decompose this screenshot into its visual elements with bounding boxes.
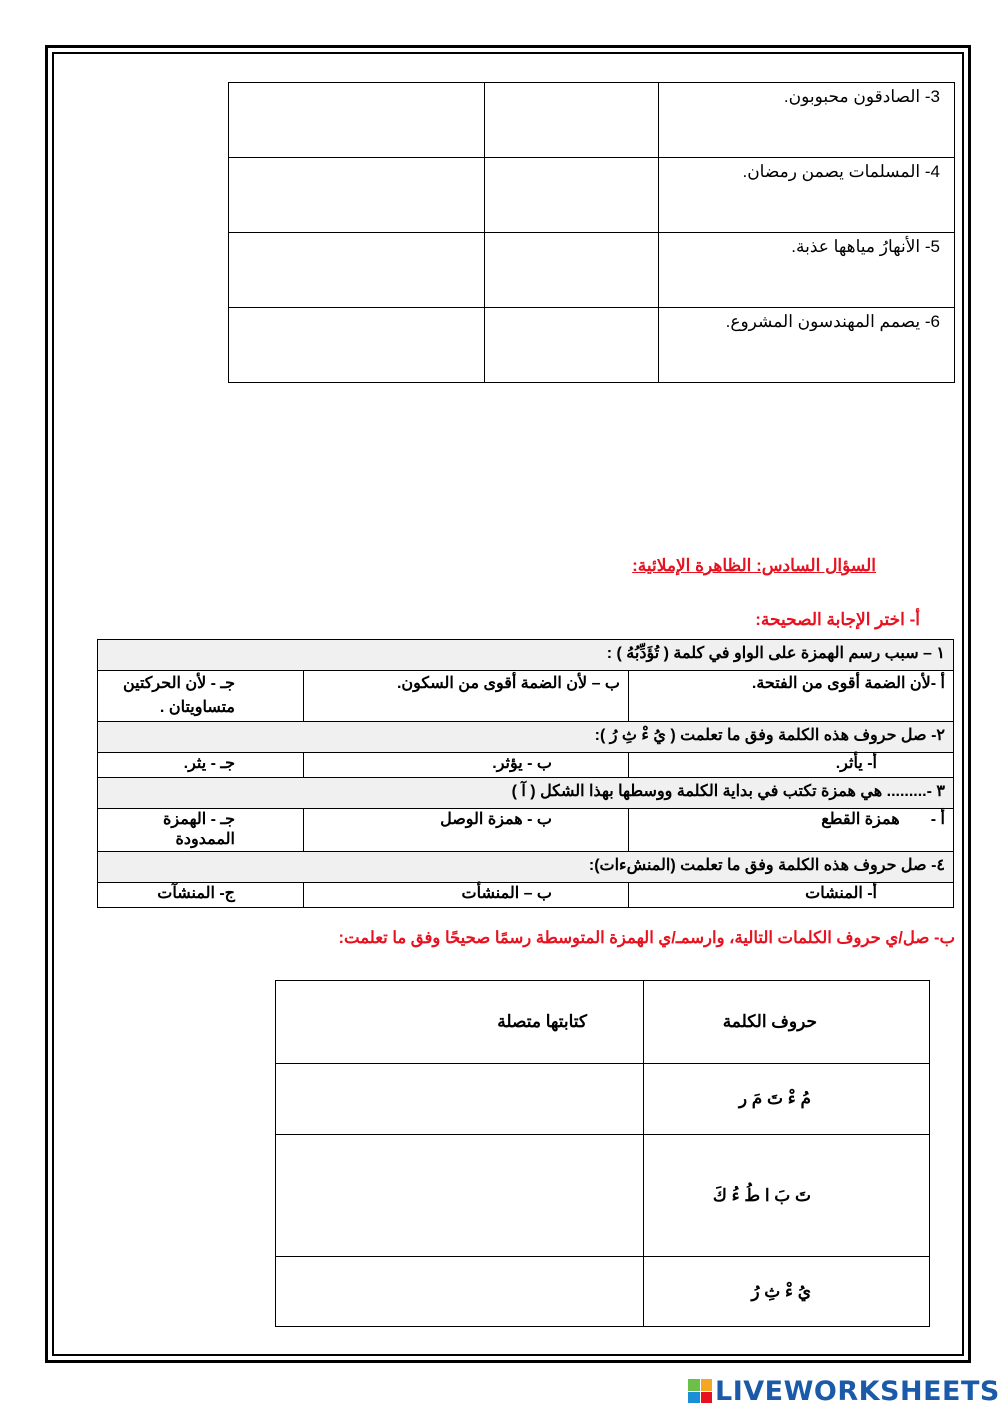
answer-cell[interactable] <box>276 1257 644 1327</box>
word-letters: تَ بَ ا طُ ءُ كَ <box>644 1135 930 1257</box>
answer-cell[interactable] <box>229 308 485 383</box>
sentence-cell: 3- الصادقون محبوبون. <box>659 83 955 158</box>
liveworksheets-logo <box>688 1374 1000 1408</box>
table-row <box>229 233 955 308</box>
table-row <box>229 158 955 233</box>
header-joined: كتابتها متصلة <box>276 981 644 1064</box>
answer-cell[interactable] <box>484 158 659 233</box>
header-row <box>276 981 930 1064</box>
question-text: ٢- صل حروف هذه الكلمة وفق ما تعلمت ( يُ ءْ ثِ رُ ): <box>98 722 954 753</box>
section-title: السؤال السادس: الظاهرة الإملائية: <box>632 556 876 575</box>
option-c[interactable]: جـ - الهمزة الممدودة <box>98 809 304 852</box>
sentence-cell: 4- المسلمات يصمن رمضان. <box>659 158 955 233</box>
table-row <box>229 83 955 158</box>
word-letters: يُ ءْ ثِ رُ <box>644 1257 930 1327</box>
question-text: ٣ -......... هي همزة تكتب في بداية الكلمة ووسطها بهذا الشكل ( آ ) <box>98 778 954 809</box>
option-c[interactable]: ج- المنشآت <box>98 883 304 908</box>
answer-cell[interactable] <box>229 83 485 158</box>
answer-cell[interactable] <box>276 1064 644 1135</box>
table-row <box>276 1257 930 1327</box>
option-a[interactable]: أ- يأثر. <box>629 753 954 778</box>
part-a-title: أ- اختر الإجابة الصحيحة: <box>755 610 920 629</box>
question-text: ١ – سبب رسم الهمزة على الواو في كلمة ( تُؤَدِّبُهُ ) : <box>98 640 954 671</box>
options-row <box>98 809 954 852</box>
sentence-cell: 5- الأنهارُ مياهها عذبة. <box>659 233 955 308</box>
options-row <box>98 753 954 778</box>
word-joining-table <box>275 980 930 1327</box>
option-b[interactable]: ب – المنشأت <box>304 883 629 908</box>
option-a[interactable]: أ- المنشات <box>629 883 954 908</box>
option-c[interactable]: جـ - يثر. <box>98 753 304 778</box>
header-letters: حروف الكلمة <box>644 981 930 1064</box>
question-text: ٤- صل حروف هذه الكلمة وفق ما تعلمت (المنشءات): <box>98 852 954 883</box>
option-b[interactable]: ب – لأن الضمة أقوى من السكون. <box>304 671 629 722</box>
answer-cell[interactable] <box>484 83 659 158</box>
option-a[interactable]: أ -لأن الضمة أقوى من الفتحة. <box>629 671 954 722</box>
question-row <box>98 722 954 753</box>
option-b[interactable]: ب - همزة الوصل <box>304 809 629 852</box>
logo-icon <box>688 1379 712 1403</box>
answer-cell[interactable] <box>276 1135 644 1257</box>
question-row <box>98 640 954 671</box>
brand-name: LIVEWORKSHEETS <box>715 1375 1000 1407</box>
options-row <box>98 671 954 722</box>
option-a[interactable]: أ - همزة القطع <box>629 809 954 852</box>
option-c[interactable]: جـ - لأن الحركتين متساويتان . <box>98 671 304 722</box>
answer-cell[interactable] <box>229 158 485 233</box>
table-row <box>229 308 955 383</box>
answer-cell[interactable] <box>484 308 659 383</box>
question-row <box>98 778 954 809</box>
table-row <box>276 1064 930 1135</box>
question-row <box>98 852 954 883</box>
answer-cell[interactable] <box>484 233 659 308</box>
multiple-choice-table <box>97 639 954 908</box>
answer-cell[interactable] <box>229 233 485 308</box>
word-letters: مُ ءْ تَ مَ ر <box>644 1064 930 1135</box>
sentence-cell: 6- يصمم المهندسون المشروع. <box>659 308 955 383</box>
part-b-title: ب- صل/ي حروف الكلمات التالية، وارسمـ/ي الهمزة المتوسطة رسمًا صحيحًا وفق ما تعلمت: <box>338 929 955 947</box>
sentence-analysis-table <box>228 82 955 383</box>
option-b[interactable]: ب - يؤثر. <box>304 753 629 778</box>
table-row <box>276 1135 930 1257</box>
options-row <box>98 883 954 908</box>
